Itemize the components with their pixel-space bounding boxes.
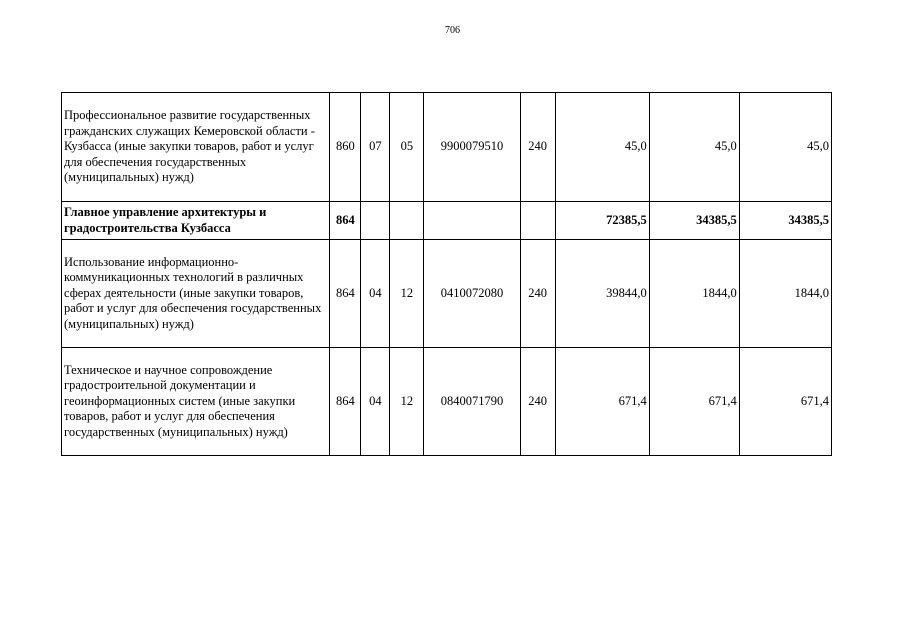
amount-1: 72385,5: [555, 202, 649, 240]
amount-1: 45,0: [555, 93, 649, 202]
target-article-code: 9900079510: [424, 93, 520, 202]
amount-1: 39844,0: [555, 240, 649, 348]
subsection-code: 12: [390, 240, 424, 348]
subsection-code: 05: [390, 93, 424, 202]
expense-type-code: 240: [520, 348, 555, 456]
amount-3: 1844,0: [739, 240, 831, 348]
section-code: 04: [361, 348, 390, 456]
amount-2: 1844,0: [649, 240, 739, 348]
row-name: Техническое и научное сопровождение градостроительной документации и геоинформационных систем (иные закупки товаров, работ и услуг для обеспечения государственных (муниципальных) нужд): [62, 348, 330, 456]
amount-3: 34385,5: [739, 202, 831, 240]
target-article-code: [424, 202, 520, 240]
subsection-code: 12: [390, 348, 424, 456]
amount-3: 45,0: [739, 93, 831, 202]
table-row: [62, 348, 832, 456]
amount-2: 671,4: [649, 348, 739, 456]
page-number: 706: [445, 25, 460, 36]
ministry-code: 864: [330, 348, 361, 456]
row-name: Профессиональное развитие государственных гражданских служащих Кемеровской области - Кузбасса (иные закупки товаров, работ и услуг для обеспечения государственных (муниципальных) нужд): [62, 93, 330, 202]
budget-table: [61, 92, 832, 456]
ministry-code: 864: [330, 202, 361, 240]
ministry-code: 864: [330, 240, 361, 348]
section-code: [361, 202, 390, 240]
amount-1: 671,4: [555, 348, 649, 456]
target-article-code: 0410072080: [424, 240, 520, 348]
amount-2: 34385,5: [649, 202, 739, 240]
amount-2: 45,0: [649, 93, 739, 202]
section-code: 04: [361, 240, 390, 348]
target-article-code: 0840071790: [424, 348, 520, 456]
table-row: [62, 240, 832, 348]
expense-type-code: [520, 202, 555, 240]
section-code: 07: [361, 93, 390, 202]
expense-type-code: 240: [520, 240, 555, 348]
table-row: [62, 202, 832, 240]
amount-3: 671,4: [739, 348, 831, 456]
table-row: [62, 93, 832, 202]
ministry-code: 860: [330, 93, 361, 202]
row-name: Использование информационно-коммуникационных технологий в различных сферах деятельности (иные закупки товаров, работ и услуг для обеспечения государственных (муниципальных) нужд): [62, 240, 330, 348]
subsection-code: [390, 202, 424, 240]
expense-type-code: 240: [520, 93, 555, 202]
row-name: Главное управление архитектуры и градостроительства Кузбасса: [62, 202, 330, 240]
